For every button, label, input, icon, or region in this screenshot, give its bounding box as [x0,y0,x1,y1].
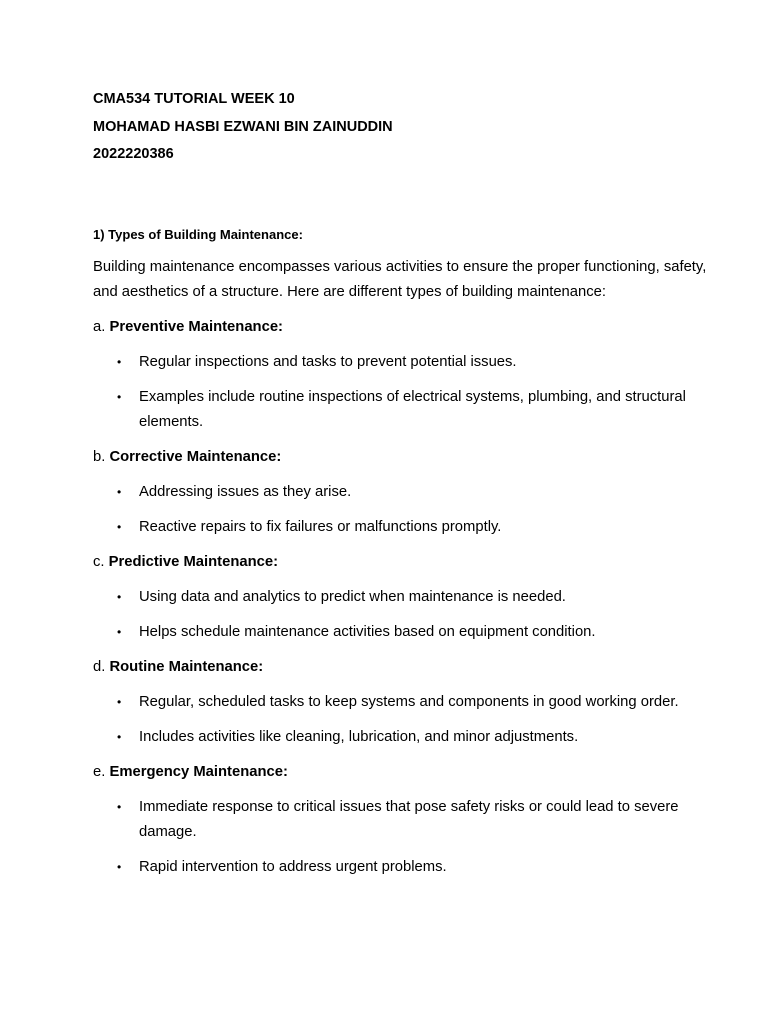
type-name: Emergency Maintenance: [109,763,288,780]
type-heading-predictive [93,550,708,575]
type-heading-preventive [93,315,708,340]
list-item-text: Regular inspections and tasks to prevent potential issues. [139,353,517,370]
list-item [93,620,708,645]
bullet-icon: • [117,859,122,874]
list-item-text: Examples include routine inspections of electrical systems, plumbing, and structural elements. [139,388,686,430]
list-item [93,855,708,880]
bullet-icon: • [117,799,122,814]
list-item-text: Immediate response to critical issues that pose safety risks or could lead to severe damage. [139,798,679,840]
bullet-icon: • [117,729,122,744]
list-item-text: Using data and analytics to predict when maintenance is needed. [139,588,566,605]
bullet-icon: • [117,484,122,499]
type-prefix: c. [93,553,109,570]
list-item-text: Reactive repairs to fix failures or malfunctions promptly. [139,518,502,535]
type-name: Corrective Maintenance: [109,448,282,465]
bullet-icon: • [117,589,122,604]
type-name: Routine Maintenance: [109,658,264,675]
list-item [93,585,708,610]
bullet-icon: • [117,519,122,534]
student-name: MOHAMAD HASBI EZWANI BIN ZAINUDDIN [93,118,393,135]
list-item-text: Addressing issues as they arise. [139,483,352,500]
list-item [93,795,708,845]
list-item-text: Rapid intervention to address urgent problems. [139,858,447,875]
type-prefix: d. [93,658,110,675]
list-item [93,725,708,750]
list-item [93,385,708,435]
list-item [93,515,708,540]
student-id: 2022220386 [93,146,174,162]
list-item [93,350,708,375]
section-heading: 1) Types of Building Maintenance: [93,226,303,242]
type-name: Preventive Maintenance: [109,318,283,335]
type-name: Predictive Maintenance: [108,553,279,570]
type-prefix: b. [93,448,110,465]
list-item [93,690,708,715]
bullet-icon: • [117,354,122,369]
course-title: CMA534 TUTORIAL WEEK 10 [93,91,295,107]
bullet-icon: • [117,389,122,404]
bullet-list-predictive [93,585,708,645]
bullet-list-preventive [93,350,708,435]
type-prefix: e. [93,763,110,780]
list-item-text: Regular, scheduled tasks to keep systems and components in good working order. [139,693,679,710]
type-heading-emergency [93,760,708,785]
bullet-icon: • [117,694,122,709]
section-intro: Building maintenance encompasses various activities to ensure the proper functioning, safety, and aesthetics of a structure. Here are different types of building maintenance: [93,258,707,300]
list-item-text: Includes activities like cleaning, lubrication, and minor adjustments. [139,728,579,745]
type-heading-routine [93,655,708,680]
bullet-list-routine [93,690,708,750]
type-prefix: a. [93,318,110,335]
type-heading-corrective [93,445,708,470]
bullet-icon: • [117,624,122,639]
list-item [93,480,708,505]
list-item-text: Helps schedule maintenance activities based on equipment condition. [139,623,596,640]
bullet-list-corrective [93,480,708,540]
bullet-list-emergency [93,795,708,880]
